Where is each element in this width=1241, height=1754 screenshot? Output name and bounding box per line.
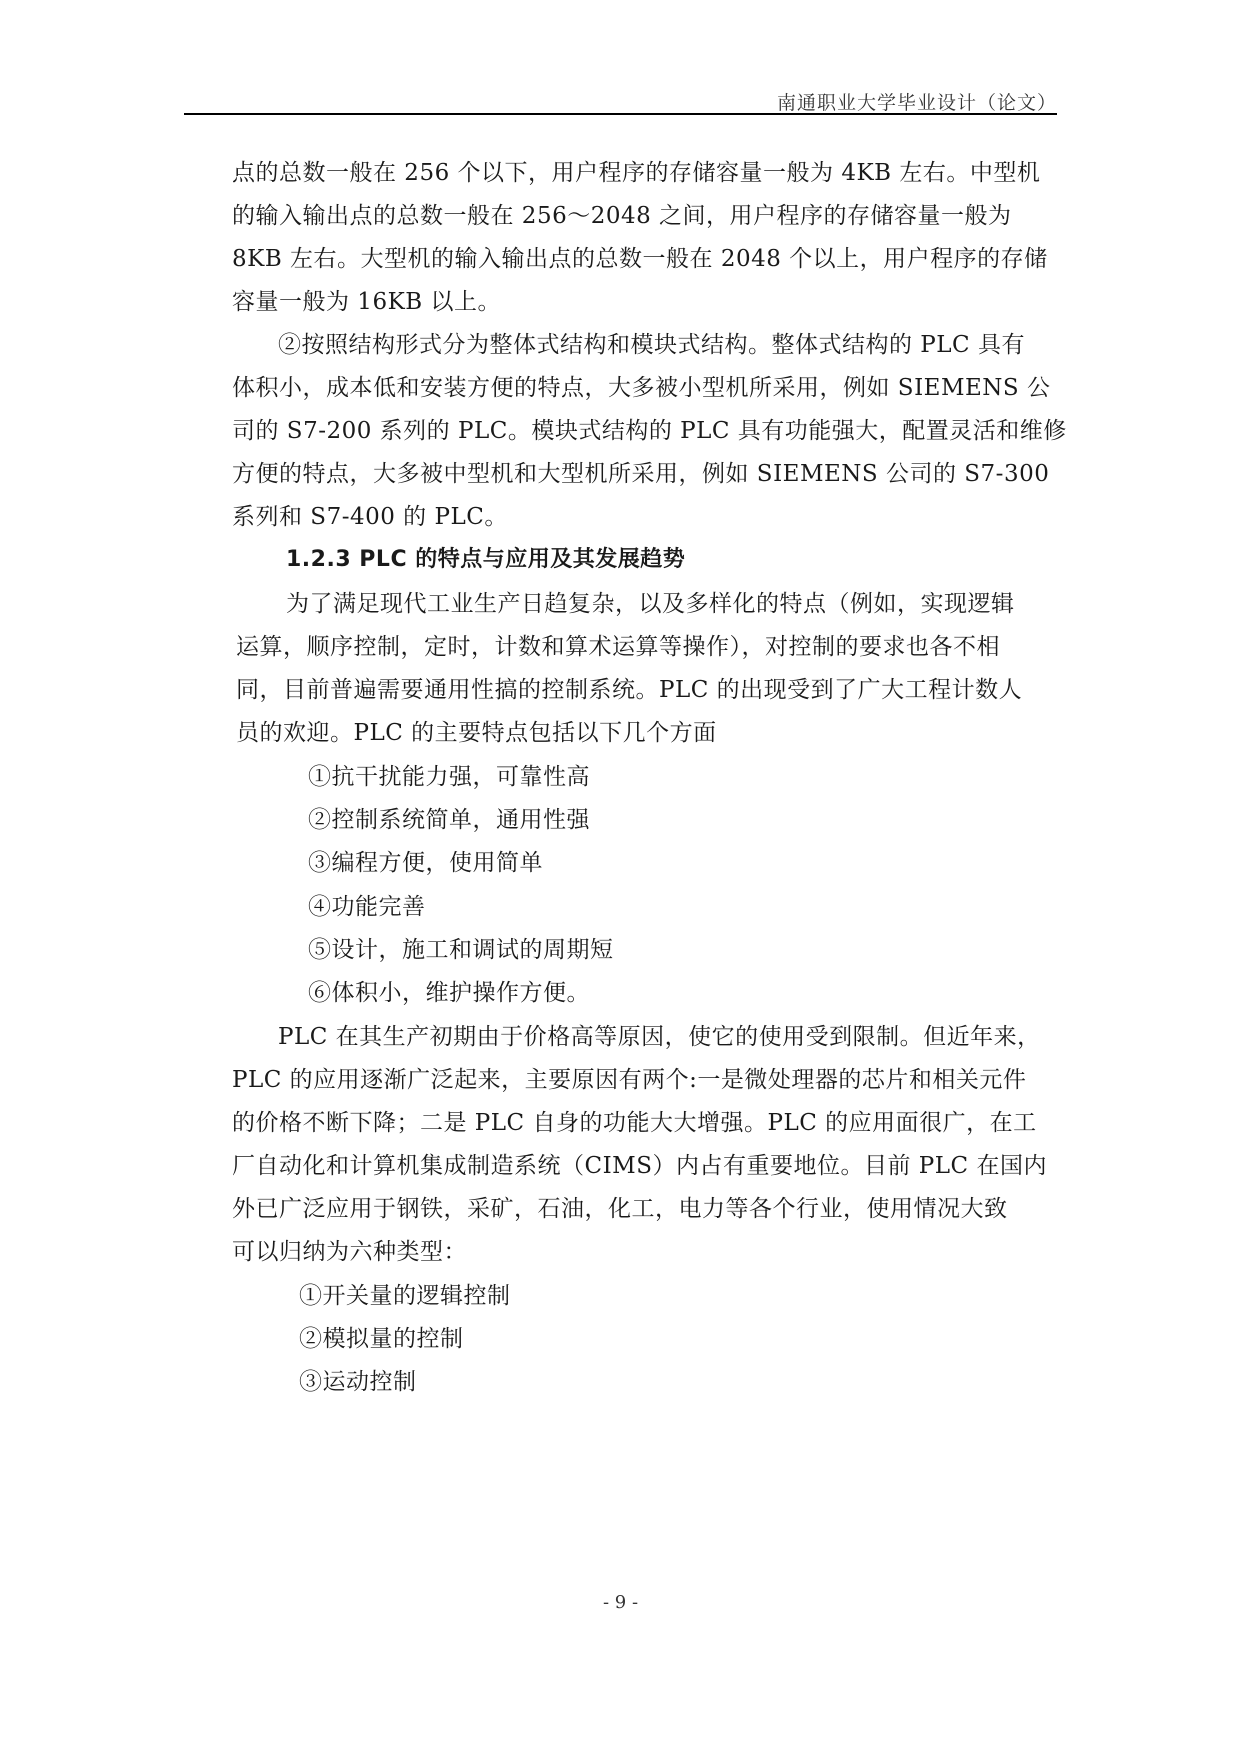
text-line: 方便的特点，大多被中型机和大型机所采用，例如 SIEMENS 公司的 S7-300	[232, 461, 1050, 487]
list-item: ②控制系统简单，通用性强	[308, 807, 590, 833]
text-line: 为了满足现代工业生产日趋复杂，以及多样化的特点（例如，实现逻辑	[286, 591, 1015, 617]
list-item: ③运动控制	[299, 1369, 417, 1395]
list-item: ⑥体积小，维护操作方便。	[308, 980, 590, 1006]
text-line: 系列和 S7-400 的 PLC。	[232, 504, 508, 530]
text-line: PLC 在其生产初期由于价格高等原因，使它的使用受到限制。但近年来，	[278, 1024, 1041, 1050]
text-line: 厂自动化和计算机集成制造系统（CIMS）内占有重要地位。目前 PLC 在国内	[232, 1153, 1047, 1179]
text-line: 司的 S7-200 系列的 PLC。模块式结构的 PLC 具有功能强大，配置灵活和维修	[232, 418, 1067, 444]
text-line: 可以归纳为六种类型：	[232, 1239, 467, 1265]
list-item: ③编程方便，使用简单	[308, 850, 543, 876]
text-line: PLC 的应用逐渐广泛起来，主要原因有两个:一是微处理器的芯片和相关元件	[232, 1067, 1027, 1093]
text-line: ②按照结构形式分为整体式结构和模块式结构。整体式结构的 PLC 具有	[278, 332, 1025, 358]
text-line: 同，目前普遍需要通用性搞的控制系统。PLC 的出现受到了广大工程计数人	[236, 677, 1023, 703]
header-title: 南通职业大学毕业设计（论文）	[776, 92, 1057, 114]
list-item: ⑤设计，施工和调试的周期短	[308, 937, 614, 963]
list-item: ②模拟量的控制	[299, 1326, 464, 1352]
text-line: 8KB 左右。大型机的输入输出点的总数一般在 2048 个以上，用户程序的存储	[232, 246, 1048, 272]
page-number: - 9 -	[602, 1592, 639, 1613]
text-line: 运算，顺序控制，定时，计数和算术运算等操作），对控制的要求也各不相	[236, 634, 1000, 660]
text-line: 员的欢迎。PLC 的主要特点包括以下几个方面	[236, 720, 717, 746]
header-rule	[184, 113, 1057, 115]
list-item: ①抗干扰能力强，可靠性高	[308, 764, 590, 790]
list-item: ④功能完善	[308, 894, 426, 920]
list-item: ①开关量的逻辑控制	[299, 1283, 511, 1309]
text-line: 外已广泛应用于钢铁，采矿，石油，化工，电力等各个行业，使用情况大致	[232, 1196, 1008, 1222]
text-line: 体积小，成本低和安装方便的特点，大多被小型机所采用，例如 SIEMENS 公	[232, 375, 1051, 401]
text-line: 容量一般为 16KB 以上。	[232, 289, 501, 315]
text-line: 点的总数一般在 256 个以下，用户程序的存储容量一般为 4KB 左右。中型机	[232, 160, 1041, 186]
section-heading: 1.2.3 PLC 的特点与应用及其发展趋势	[286, 547, 686, 572]
text-line: 的价格不断下降；二是 PLC 自身的功能大大增强。PLC 的应用面很广，在工	[232, 1110, 1037, 1136]
text-line: 的输入输出点的总数一般在 256～2048 之间，用户程序的存储容量一般为	[232, 203, 1012, 229]
